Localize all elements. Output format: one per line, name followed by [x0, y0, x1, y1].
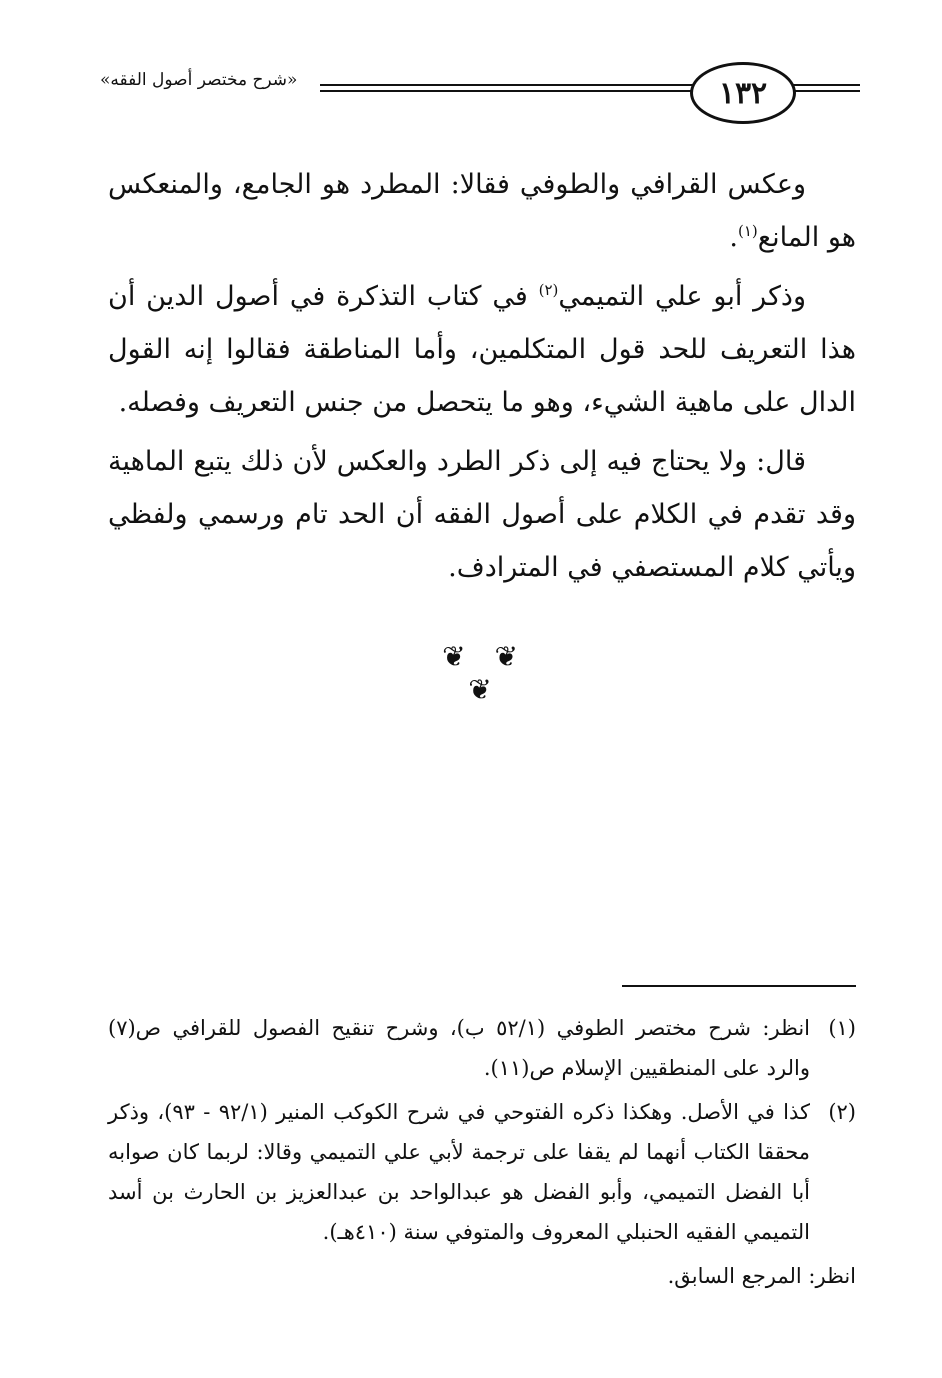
page-number: ١٣٢: [690, 62, 796, 124]
page-header: [100, 56, 860, 128]
footnote: [108, 1008, 856, 1088]
paragraph-text: وعكس القرافي والطوفي فقالا: المطرد هو الجامع، والمنعكس هو المانع: [108, 169, 856, 253]
paragraph-text: وذكر أبو علي التميمي: [558, 281, 806, 312]
section-ornament-icon: ❦ ❦ ❦: [442, 640, 528, 706]
footnote-marker: (١): [828, 1016, 856, 1040]
footnote-ref[interactable]: (١): [738, 222, 758, 240]
paragraph-text: قال: ولا يحتاج فيه إلى ذكر الطرد والعكس لأن ذلك يتبع الماهية وقد تقدم في الكلام على أصول الفقه أن الحد تام ورسمي ولفظي ويأتي كلام المستصفي في المترادف.: [108, 446, 856, 583]
paragraph: [108, 158, 856, 264]
main-text: [108, 158, 856, 600]
header-double-rule-right: [790, 84, 860, 86]
footnote-marker: (٢): [828, 1100, 856, 1124]
footnote-separator: [622, 985, 856, 987]
footnote: [108, 1092, 856, 1252]
footnote-continuation: انظر: المرجع السابق.: [667, 1264, 856, 1288]
paragraph-text: في كتاب التذكرة في أصول الدين أن هذا التعريف للحد قول المتكلمين، وأما المناطقة فقالوا إنه القول الدال على ماهية الشيء، وهو ما يتحصل من جنس التعريف وفصله.: [108, 281, 856, 418]
paragraph: [108, 435, 856, 594]
footnote-text: كذا في الأصل. وهكذا ذكره الفتوحي في شرح الكوكب المنير (٩٢/١ - ٩٣)، وذكر محققا الكتاب أنهما لم يقفا على ترجمة لأبي علي التميمي وقالا: لربما كان صوابه أبا الفضل التميمي، وأبو الفضل هو عبدالواحد بن عبدالعزيز بن الحارث بن أسد التميمي الفقيه الحنبلي المعروف والمتوفي سنة (٤١٠هـ).: [108, 1100, 810, 1244]
footnote-text: انظر: شرح مختصر الطوفي (٥٢/١ ب)، وشرح تنقيح الفصول للقرافي ص(٧) والرد على المنطقيين الإسلام ص(١١).: [108, 1016, 811, 1080]
footnotes: [108, 1008, 856, 1296]
running-title: «شرح مختصر أصول الفقه»: [100, 70, 298, 90]
paragraph-text: .: [729, 222, 738, 253]
paragraph: [108, 270, 856, 429]
footnote-ref[interactable]: (٢): [538, 281, 559, 299]
